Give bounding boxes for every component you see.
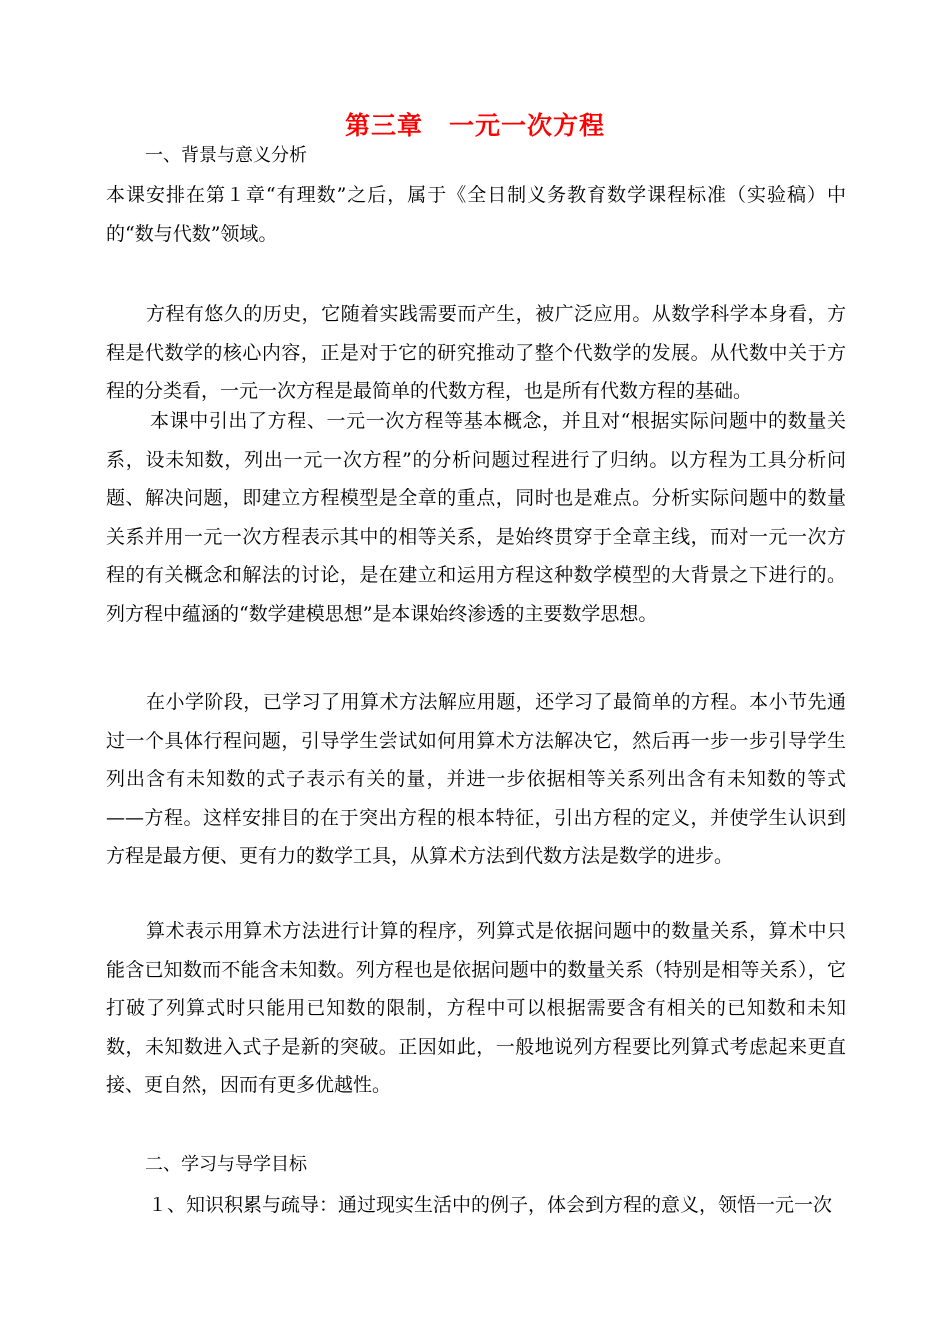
paragraph-2: 方程有悠久的历史，它随着实践需要而产生，被广泛应用。从数学科学本身看，方程是代数学的核心内容，正是对于它的研究推动了整个代数学的发展。从代数中关于方程的分类看，一元一次方程是最简单的代数方程，也是所有代数方程的基础。	[106, 303, 846, 402]
paragraph-5: 算术表示用算术方法进行计算的程序，列算式是依据问题中的数量关系，算术中只能含已知数而不能含未知数。列方程也是依据问题中的数量关系（特别是相等关系），它打破了列算式时只能用已知数的限制，方程中可以根据需要含有相关的已知数和未知数，未知数进入式子是新的突破。正因如此，一般地说列方程要比列算式考虑起来更直接、更自然，因而有更多优越性。	[106, 920, 846, 1096]
paragraph-3: 本课中引出了方程、一元一次方程等基本概念，并且对“根据实际问题中的数量关系，设未知数，列出一元一次方程”的分析问题过程进行了归纳。以方程为工具分析问题、解决问题，即建立方程模型是全章的重点，同时也是难点。分析实际问题中的数量关系并用一元一次方程表示其中的相等关系，是始终贯穿于全章主线，而对一元一次方程的有关概念和解法的讨论，是在建立和运用方程这种数学模型的大背景之下进行的。列方程中蕴涵的“数学建模思想”是本课始终渗透的主要数学思想。	[106, 410, 846, 625]
chapter-name: 一元一次方程	[449, 111, 606, 140]
paragraph-1: 本课安排在第１章“有理数”之后，属于《全日制义务教育数学课程标准（实验稿）中的“数与代数”领域。	[106, 184, 846, 245]
section-heading-1: 一、背景与意义分析	[145, 145, 307, 166]
paragraph-4: 在小学阶段，已学习了用算术方法解应用题，还学习了最简单的方程。本小节先通过一个具体行程问题，引导学生尝试如何用算术方法解决它，然后再一步一步引导学生列出含有未知数的式子表示有关的量，并进一步依据相等关系列出含有未知数的等式——方程。这样安排目的在于突出方程的根本特征，引出方程的定义，并使学生认识到方程是最方便、更有力的数学工具，从算术方法到代数方法是数学的进步。	[106, 691, 846, 867]
chapter-number: 第三章	[344, 111, 423, 140]
section-heading-2: 二、学习与导学目标	[145, 1154, 307, 1175]
list-item-1: １、知识积累与疏导：通过现实生活中的例子，体会到方程的意义，领悟一元一次	[148, 1194, 833, 1216]
chapter-title	[0, 106, 950, 146]
